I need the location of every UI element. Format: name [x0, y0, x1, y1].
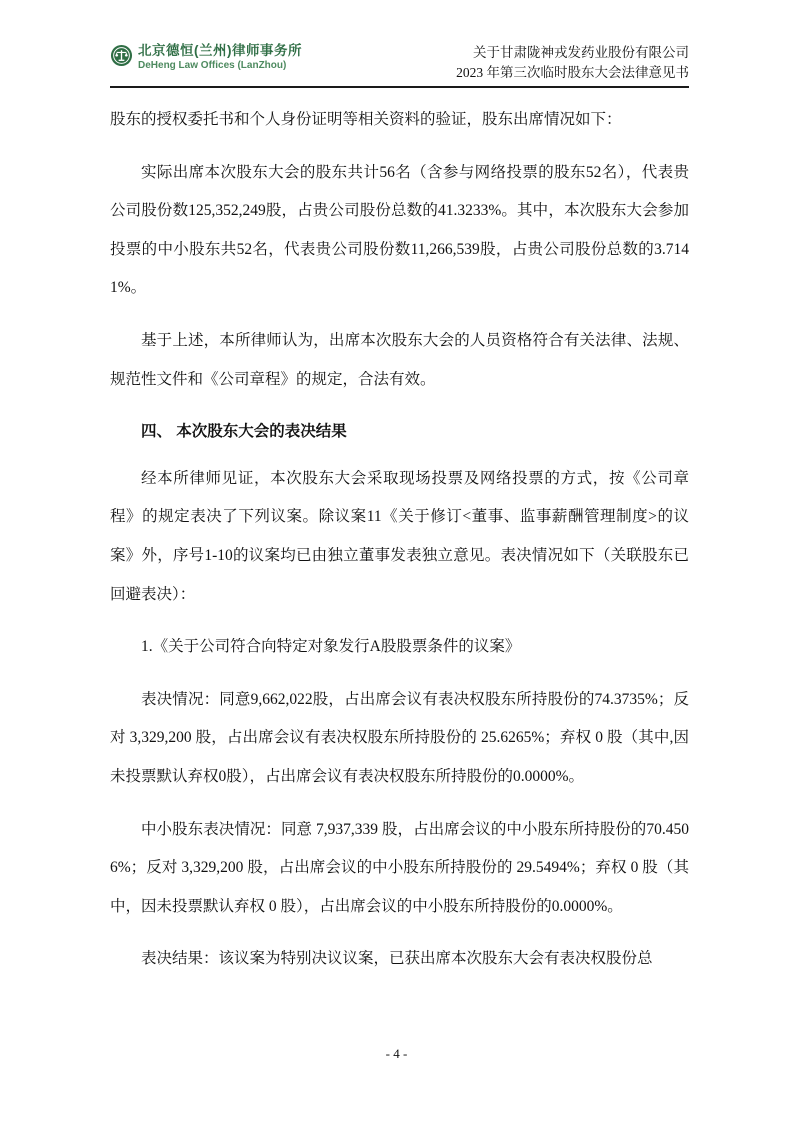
document-body	[110, 101, 689, 979]
body-paragraph: 实际出席本次股东大会的股东共计56名（含参与网络投票的股东52名），代表贵公司股份数125,352,249股，占贵公司股份总数的41.3233%。其中，本次股东大会参加投票的中小股东共52名，代表贵公司股份数11,266,539股，占贵公司股份总数的3.7141%。	[110, 163, 689, 297]
page-header	[110, 43, 689, 88]
body-paragraph: 中小股东表决情况：同意 7,937,339 股，占出席会议的中小股东所持股份的70.4506%；反对 3,329,200 股，占出席会议的中小股东所持股份的 29.5494%；弃权 0 股（其中，因未投票默认弃权 0 股），占出席会议的中小股东所持股份的0.0000%。	[110, 820, 689, 915]
page-number: - 4 -	[385, 1046, 408, 1061]
document-title	[456, 43, 689, 83]
document-title-line2: 2023 年第三次临时股东大会法律意见书	[456, 65, 689, 80]
body-paragraph: 表决情况：同意9,662,022股，占出席会议有表决权股东所持股份的74.3735%；反对 3,329,200 股，占出席会议有表决权股东所持股份的 25.6265%；弃权 0 股（其中,因未投票默认弃权0股），占出席会议有表决权股东所持股份的0.0000%。	[110, 690, 689, 785]
document-title-line1: 关于甘肃陇神戎发药业股份有限公司	[473, 45, 689, 60]
law-firm-names	[138, 43, 302, 72]
body-paragraph: 股东的授权委托书和个人身份证明等相关资料的验证，股东出席情况如下：	[110, 111, 622, 128]
body-paragraph: 表决结果：该议案为特别决议议案，已获出席本次股东大会有表决权股份总	[141, 950, 653, 968]
proposal-title: 1.《关于公司符合向特定对象发行A股股票条件的议案》	[141, 638, 521, 656]
law-firm-name-en: DeHeng Law Offices (LanZhou)	[138, 60, 287, 71]
law-firm-logo	[110, 43, 302, 72]
body-paragraph: 基于上述，本所律师认为，出席本次股东大会的人员资格符合有关法律、法规、规范性文件和《公司章程》的规定，合法有效。	[110, 331, 689, 388]
body-paragraph: 经本所律师见证，本次股东大会采取现场投票及网络投票的方式，按《公司章程》的规定表决了下列议案。除议案11《关于修订<董事、监事薪酬管理制度>的议案》外，序号1-10的议案均已由独立董事发表独立意见。表决情况如下（关联股东已回避表决）：	[110, 469, 689, 603]
section-heading: 四、 本次股东大会的表决结果	[141, 423, 347, 441]
law-firm-name-cn: 北京德恒(兰州)律师事务所	[138, 43, 302, 58]
scales-emblem-icon	[110, 44, 133, 67]
